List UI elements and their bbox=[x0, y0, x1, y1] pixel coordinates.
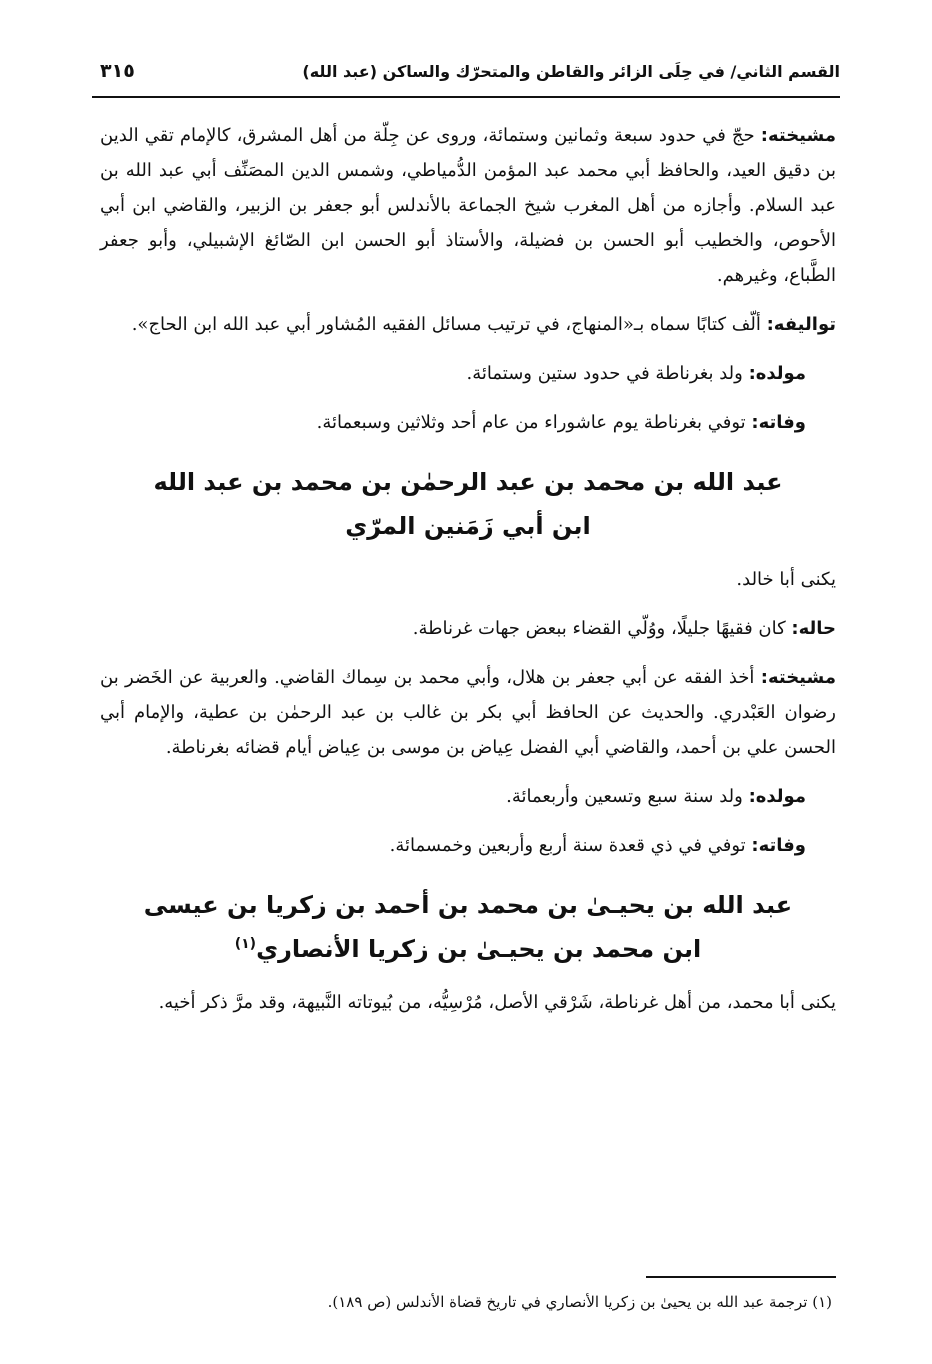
mawlid-text: ولد سنة سبع وتسعين وأربعمائة. bbox=[506, 786, 749, 807]
page-number: ٣١٥ bbox=[100, 60, 135, 82]
kunya-paragraph: يكنى أبا خالد. bbox=[736, 569, 836, 590]
wafat-label: وفاته: bbox=[751, 835, 806, 856]
hal-label: حاله: bbox=[791, 618, 836, 639]
tawalif-paragraph bbox=[100, 307, 836, 342]
mawlid-paragraph bbox=[100, 356, 836, 391]
mawlid-paragraph bbox=[100, 779, 836, 814]
mashyakha-text: حجّ في حدود سبعة وثمانين وستمائة، وروى عن جِلّة من أهل المشرق، كالإمام تقي الدين بن دقيق العيد، والحافظ أبي محمد عبد المؤمن الدُّمياطي، وشمس الدين المصَنِّف أبي عبد الله بن عبد السلام. وأجازه من أهل المغرب شيخ الجماعة بالأندلس أبو جعفر بن الزبير، والقاضي ابن أبي الأحوص، والخطيب أبو الحسن بن فضيلة، والأستاذ أبو الحسن ابن الصّائغ الإشبيلي، وأبو جعفر الطَّباع، وغيرهم. bbox=[100, 125, 836, 286]
mawlid-label: مولده: bbox=[748, 786, 806, 807]
heading-line: عبد الله بن يحيـىٰ بن محمد بن أحمد بن زكريا بن عيسى bbox=[143, 891, 793, 919]
intro-paragraph: يكنى أبا محمد، من أهل غرناطة، شَرْقي الأصل، مُرْسِيُّه، من بُيوتاته النَّبيهة، وقد مرَّ ذكر أخيه. bbox=[158, 992, 836, 1013]
running-head: القسم الثاني/ في حِلَى الزائر والقاطن والمتحرّك والساكن (عبد الله) bbox=[302, 62, 840, 81]
wafat-text: توفي في ذي قعدة سنة أربع وأربعين وخمسمائة. bbox=[389, 835, 752, 856]
wafat-text: توفي بغرناطة يوم عاشوراء من عام أحد وثلاثين وسبعمائة. bbox=[316, 412, 752, 433]
tawalif-text: ألّف كتابًا سماه بـ«المنهاج، في ترتيب مسائل الفقيه المُشاور أبي عبد الله ابن الحاج». bbox=[131, 314, 767, 335]
heading-line: ابن أبي زَمَنين المرّي bbox=[345, 512, 591, 540]
tawalif-label: تواليفه: bbox=[766, 314, 836, 335]
mawlid-text: ولد بغرناطة في حدود ستين وستمائة. bbox=[466, 363, 749, 384]
entry-heading-al-ansari bbox=[100, 883, 836, 971]
heading-line bbox=[100, 927, 836, 971]
hal-text: كان فقيهًا جليلًا، ووُلّي القضاء ببعض جهات غرناطة. bbox=[412, 618, 792, 639]
hal-paragraph bbox=[100, 611, 836, 646]
mashyakha-text: أخذ الفقه عن أبي جعفر بن هلال، وأبي محمد بن سِماك القاضي. والعربية عن الخَضر بن رضوان العَبْدري. والحديث عن الحافظ أبي بكر بن غالب بن عبد الرحمٰن بن عطية، والإمام أبي الحسن علي بن أحمد، والقاضي أبي الفضل عِياض بن موسى بن عِياض أيام قضائه بغرناطة. bbox=[100, 667, 836, 758]
mashyakha-paragraph bbox=[100, 118, 836, 293]
page-header bbox=[92, 56, 840, 98]
mashyakha-label: مشيخته: bbox=[760, 667, 836, 688]
entry-heading-ibn-abi-zamanin bbox=[100, 460, 836, 548]
footnote: (١) ترجمة عبد الله بن يحيىٰ بن زكريا الأنصاري في تاريخ قضاة الأندلس (ص ١٨٩). bbox=[327, 1293, 832, 1311]
mawlid-label: مولده: bbox=[748, 363, 806, 384]
page-content bbox=[100, 118, 836, 1034]
wafat-paragraph bbox=[100, 828, 836, 863]
mashyakha-label: مشيخته: bbox=[760, 125, 836, 146]
heading-line-text: ابن محمد بن يحيـىٰ بن زكريا الأنصاري bbox=[256, 935, 702, 963]
footnote-marker[interactable]: (١) bbox=[234, 936, 257, 952]
wafat-label: وفاته: bbox=[751, 412, 806, 433]
mashyakha-paragraph bbox=[100, 660, 836, 765]
heading-line: عبد الله بن محمد بن عبد الرحمٰن بن محمد بن عبد الله bbox=[153, 468, 783, 496]
footnote-divider bbox=[646, 1276, 836, 1278]
wafat-paragraph bbox=[100, 405, 836, 440]
